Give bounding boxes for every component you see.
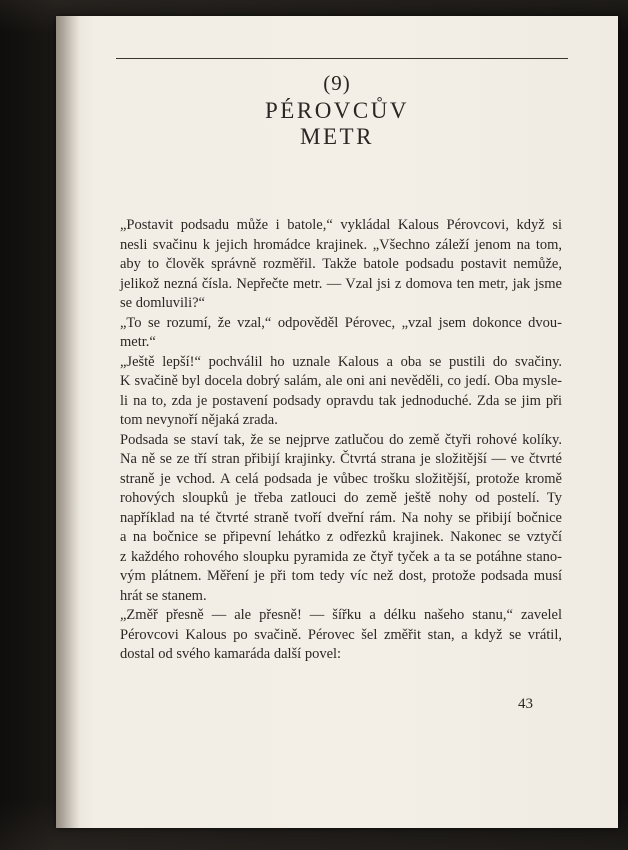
text-line: vým plátnem. Měření je při tom tedy víc než dost, protože podsada musí: [120, 568, 562, 584]
text-line: jelikož nezná čísla. Nepřečte metr. — Vzal jsi z domova ten metr, jak jsme: [120, 275, 562, 292]
paragraph-4: [120, 431, 562, 607]
text-line: Podsada se staví tak, že se nejprve zatlučou do země čtyři rohové kolíky.: [120, 431, 562, 448]
text-line: metr.“: [120, 334, 156, 350]
text-line: aby to člověk správně rozměřil. Takže batole podsadu postavit nemůže,: [120, 256, 562, 272]
text-line: „Změř přesně — ale přesně! — šířku a délku našeho stanu,“ zavelel: [120, 607, 562, 623]
text-line: rohových sloupků je třeba zatlouci do země ještě nohy od postelí. Ty: [120, 490, 562, 506]
paragraph-1: [120, 216, 562, 314]
text-line: straně je vchod. A celá podsada je vůbec trošku složitější, protože kromě: [120, 470, 562, 487]
paragraph-5: [120, 606, 562, 665]
chapter-title-line-1: PÉROVCŮV: [265, 98, 409, 123]
top-rule: [116, 58, 568, 59]
text-line: se domluvili?“: [120, 295, 205, 311]
paragraph-3: [120, 353, 562, 431]
page-number: 43: [518, 696, 533, 712]
chapter-title-line-2: METR: [300, 124, 374, 149]
body-text: [120, 216, 562, 665]
text-line: „Ještě lepší!“ pochválil ho uznale Kalous a oba se pustili do svačiny.: [120, 353, 562, 370]
text-line: „Postavit podsadu může i batole,“ vykládal Kalous Pérovcovi, když si: [120, 217, 562, 233]
paragraph-2: [120, 314, 562, 353]
text-line: hrát se stanem.: [120, 587, 207, 604]
text-line: dostal od svého kamaráda další povel:: [120, 646, 342, 662]
text-line: Pérovcovi Kalous po svačině. Pérovec šel změřit stan, a když se vrátil,: [120, 626, 562, 643]
text-line: například na té čtvrté straně tvoří dveřní rám. Na nohy se přibijí bočnice: [120, 509, 562, 526]
text-line: Na ně se ze tří stran přibijí krajinky. Čtvrtá strana je složitější — ve čtvrté: [120, 451, 562, 467]
text-line: li na to, zda je postavení podsady opravdu tak jednoduché. Zda se jim při: [120, 392, 562, 409]
text-line: z každého rohového sloupku pyramida ze čtyř tyček a ta se potáhne stano-: [120, 548, 562, 565]
text-line: a na bočnice se připevní lehátko z odřezků krajinek. Nakonec se vztyčí: [120, 529, 562, 545]
chapter-number: (9): [323, 71, 351, 95]
text-line: K svačině byl docela dobrý salám, ale oni ani nevěděli, co jedí. Oba mysle-: [120, 373, 562, 389]
book-page: [56, 16, 618, 828]
text-line: nesli svačinu k jejich hromádce krajinek. „Všechno záleží jenom na tom,: [120, 236, 562, 253]
text-line: tom nevynoří nějaká zrada.: [120, 412, 278, 428]
text-line: „To se rozumí, že vzal,“ odpověděl Pérovec, „vzal jsem dokonce dvou-: [120, 314, 562, 331]
